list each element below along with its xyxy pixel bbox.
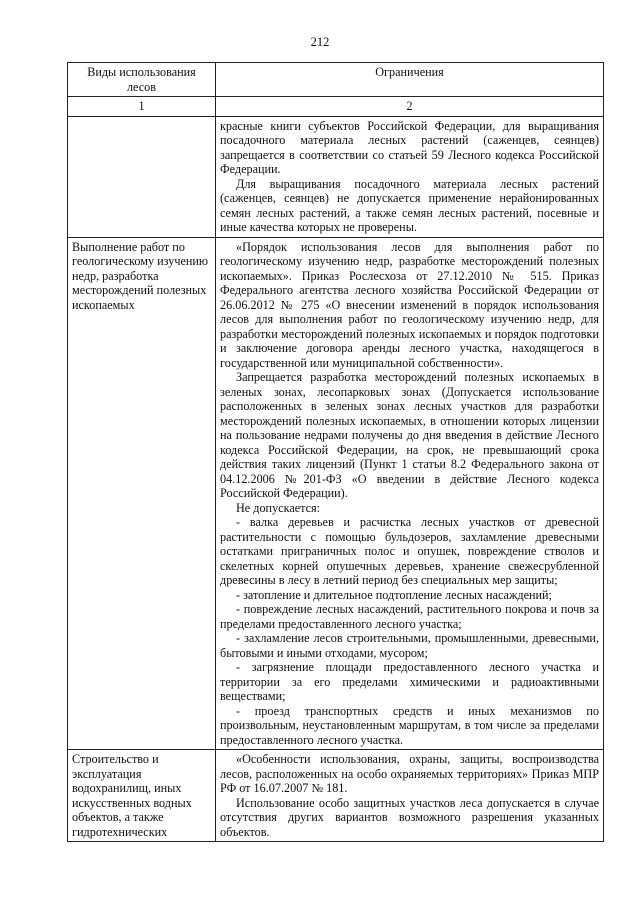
table-row xyxy=(68,237,604,750)
column-header-forest-use: Виды использования лесов xyxy=(68,63,216,97)
paragraph: красные книги субъектов Российской Федерации, для выращивания посадочного материала лесных растений (саженцев, сеянцев) запрещается в соответствии со статьей 59 Лесного кодекса Российской Федерации. xyxy=(220,118,599,176)
paragraph: «Порядок использования лесов для выполнения работ по геологическому изучению недр, разработке месторождений полезных ископаемых». Приказ Рослесхоза от 27.12.2010 № 515. Приказ Федерального агентства лесного хозяйства Российской Федерации от 26.06.2012 № 275 «О внесении изменений в порядок использования лесов для выполнения работ по геологическому изучению недр, для разработки месторождений полезных ископаемых и порядок подготовки и заключение договора аренды лесного участка, находящегося в государственной или муниципальной собственности». xyxy=(220,239,599,370)
page-number: 212 xyxy=(310,35,330,49)
forest-use-cell: Выполнение работ по геологическому изучению недр, разработка месторождений полезных ископаемых xyxy=(68,237,216,750)
list-item: - загрязнение площади предоставленного лесного участка и территории за его пределами химическими и радиоактивными веществами; xyxy=(220,660,599,703)
list-item: - затопление и длительное подтопление лесных насаждений; xyxy=(236,587,552,602)
list-item: - захламление лесов строительными, промышленными, древесными, бытовыми и иными отходами, мусором; xyxy=(220,631,599,660)
paragraph: «Особенности использования, охраны, защиты, воспроизводства лесов, расположенных на особо охраняемых территориях» Приказ МПР РФ от 16.07.2007 № 181. xyxy=(220,752,599,795)
table-row xyxy=(68,116,604,237)
restrictions-cell xyxy=(216,116,604,237)
column-number-2: 2 xyxy=(216,97,604,117)
paragraph: Для выращивания посадочного материала лесных растений (саженцев, сеянцев) не допускается применение нерайонированных семян лесных растений, а также семян лесных растений, посевные и иные качества которых не проверены. xyxy=(220,176,599,234)
paragraph: Не допускается: xyxy=(236,500,321,515)
list-item: - повреждение лесных насаждений, растительного покрова и почв за пределами предоставленного лесного участка; xyxy=(220,602,599,631)
forest-use-cell xyxy=(68,116,216,237)
restrictions-cell xyxy=(216,750,604,842)
list-item: - валка деревьев и расчистка лесных участков от древесной растительности с помощью бульдозеров, захламление древесными остатками приграничных полос и опушек, повреждение стволов и скелетных корней опушечных деревьев, хранение свежесрубленной древесины в лесу в летний период без специальных мер защиты; xyxy=(220,515,599,587)
paragraph: Использование особо защитных участков леса допускается в случае отсутствия других вариантов возможного разрешения указанных объектов. xyxy=(220,795,599,839)
column-number-row xyxy=(68,97,604,117)
column-header-restrictions: Ограничения xyxy=(216,63,604,97)
forest-use-cell: Строительство и эксплуатация водохранилищ, иных искусственных водных объектов, а также гидротехнических xyxy=(68,750,216,842)
paragraph: Запрещается разработка месторождений полезных ископаемых в зеленых зонах, лесопарковых зонах (Допускается использование расположенных в зеленых зонах лесных участков для разработки месторождений полезных ископаемых, в отношении которых лицензии на пользование недрами получены до дня введения в действие Лесного кодекса Российской Федерации, на срок, не превышающий срока действия таких лицензий (Пункт 1 статьи 8.2 Федерального закона от 04.12.2006 №201-ФЗ «О введении в действие Лесного кодекса Российской Федерации). xyxy=(220,370,599,500)
column-number-1: 1 xyxy=(68,97,216,117)
table-row xyxy=(68,750,604,842)
restrictions-cell xyxy=(216,237,604,750)
restrictions-table xyxy=(67,62,604,842)
list-item: - проезд транспортных средств и иных механизмов по произвольным, неустановленным маршрутам, в том числе за пределами предоставленного лесного участка. xyxy=(220,703,599,747)
table-header-row xyxy=(68,63,604,97)
